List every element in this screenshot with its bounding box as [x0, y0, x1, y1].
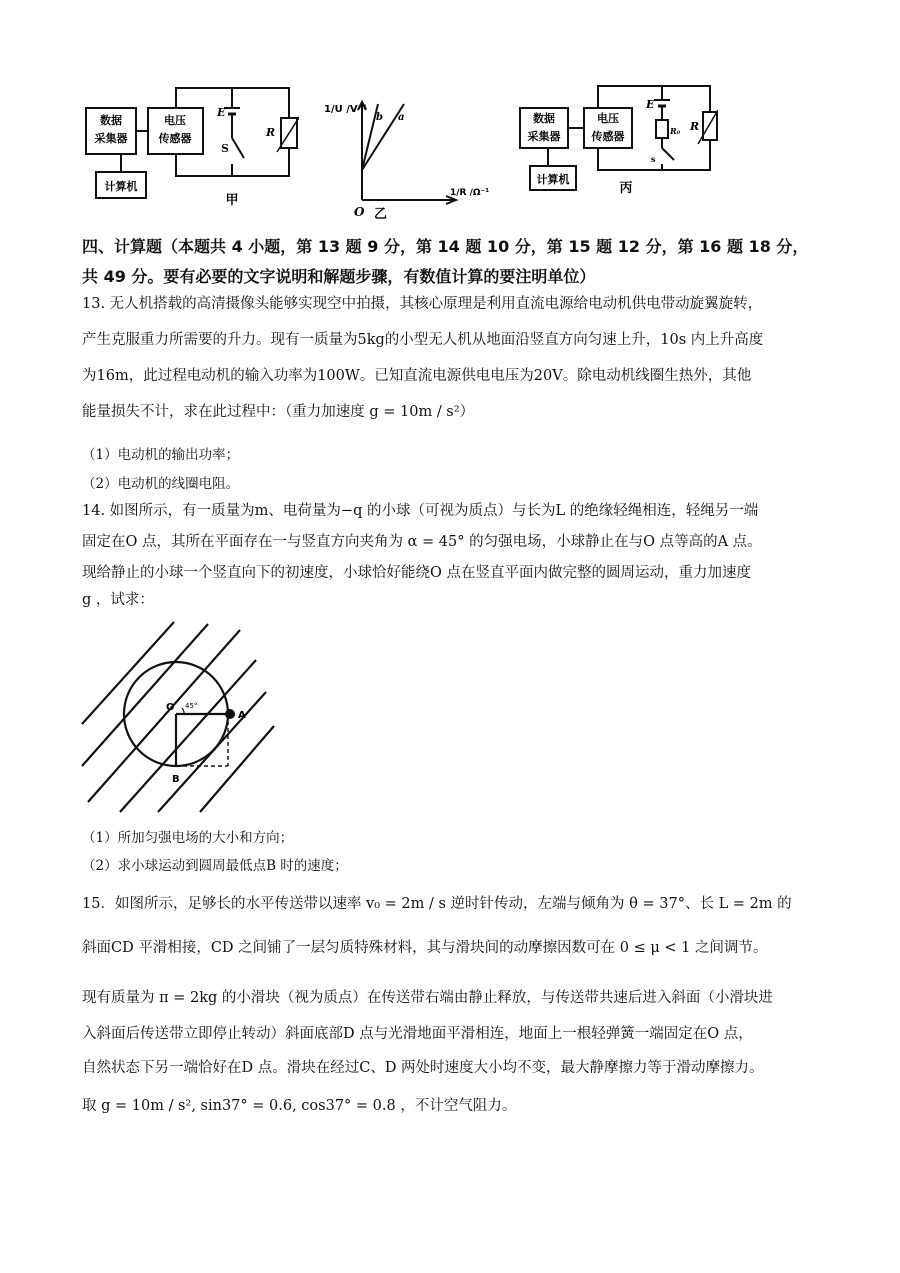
q13-sub2: （2）电动机的线圈电阻。	[82, 476, 240, 492]
bing-r-label: R	[690, 120, 700, 133]
bing-collector-line2: 采集器	[527, 130, 561, 143]
jia-e-label: E	[217, 106, 226, 119]
q15-line4: 入斜面后传送带立即停止转动）斜面底部D 点与光滑地面平滑相连，地面上一根轻弹簧一端固定在O 点，	[82, 1026, 753, 1042]
yi-y-axis-label: 1/U /V⁻¹	[324, 104, 368, 115]
q15-line5: 自然状态下另一端恰好在D 点。滑块在经过C、D 两处时速度大小均不变，最大静摩擦力等于滑动摩擦力。	[82, 1060, 764, 1076]
circle-o-label: O	[166, 702, 175, 713]
jia-computer-label: 计算机	[104, 180, 138, 193]
circle-angle-label: 45°	[185, 702, 198, 710]
bing-caption: 丙	[619, 181, 633, 196]
jia-r-label: R	[266, 126, 276, 139]
bing-sensor-line2: 传感器	[591, 130, 625, 143]
bing-sensor-line1: 电压	[597, 112, 619, 125]
q14-sub1: （1）所加匀强电场的大小和方向；	[82, 830, 294, 846]
q15-line1: 15．如图所示，足够长的水平传送带以速率 v₀ = 2m / s 逆时针传动，左端与倾角为 θ = 37°、长 L = 2m 的	[82, 896, 792, 912]
bing-e-label: E	[646, 98, 655, 111]
yi-line-b-label: b	[376, 112, 383, 123]
circle-b-label: B	[172, 774, 180, 785]
section-header-line2: 共 49 分。要有必要的文字说明和解题步骤，有数值计算的要注明单位）	[82, 267, 596, 286]
bing-s-label: s	[651, 154, 656, 164]
q14-line4: g ，试求：	[82, 592, 154, 608]
bing-computer-label: 计算机	[536, 173, 570, 186]
q13-line4: 能量损失不计，求在此过程中：（重力加速度 g = 10m / s²）	[82, 404, 475, 420]
q13-line1: 13. 无人机搭载的高清摄像头能够实现空中拍摄，其核心原理是利用直流电源给电动机供电带动旋翼旋转，	[82, 296, 763, 312]
q14-line2: 固定在O 点，其所在平面存在一与竖直方向夹角为 α = 45° 的匀强电场，小球静止在与O 点等高的A 点。	[82, 534, 762, 550]
section-header-line1: 四、计算题（本题共 4 小题，第 13 题 9 分，第 14 题 10 分，第 15 题 12 分，第 16 题 18 分，	[82, 237, 809, 256]
q15-line6: 取 g = 10m / s², sin37° = 0.6, cos37° = 0.8 ，不计空气阻力。	[82, 1098, 517, 1114]
figure-circle-field	[80, 616, 280, 816]
yi-caption: 乙	[374, 207, 388, 222]
circle-a-label: A	[238, 710, 246, 721]
q14-sub2: （2）求小球运动到圆周最低点B 时的速度；	[82, 858, 348, 874]
q13-line2: 产生克服重力所需要的升力。现有一质量为5kg的小型无人机从地面沿竖直方向匀速上升，10s 内上升高度	[82, 332, 764, 348]
yi-origin-label: O	[354, 205, 365, 219]
q15-line3: 现有质量为 π = 2kg 的小滑块（视为质点）在传送带右端由静止释放，与传送带共速后进入斜面（小滑块进	[82, 990, 773, 1006]
bing-r0-label: R₀	[670, 126, 681, 136]
bing-collector-line1: 数据	[533, 112, 555, 125]
figure-yi	[318, 92, 500, 222]
figure-bing	[518, 80, 718, 200]
jia-s-label: S	[221, 142, 229, 155]
q14-line1: 14. 如图所示，有一质量为m、电荷量为−q 的小球（可视为质点）与长为L 的绝缘轻绳相连，轻绳另一端	[82, 503, 759, 519]
yi-line-a-label: a	[398, 112, 405, 123]
jia-collector-line1: 数据	[100, 114, 122, 127]
q13-sub1: （1）电动机的输出功率；	[82, 447, 240, 463]
section-header	[82, 232, 842, 292]
yi-x-axis-label: 1/R /Ω⁻¹	[450, 188, 490, 198]
jia-sensor-line1: 电压	[164, 114, 186, 127]
q15-line2: 斜面CD 平滑相接，CD 之间铺了一层匀质特殊材料，其与滑块间的动摩擦因数可在 0 ≤ μ < 1 之间调节。	[82, 940, 768, 956]
jia-sensor-line2: 传感器	[158, 132, 192, 145]
figure-jia	[84, 80, 299, 210]
jia-caption: 甲	[225, 193, 239, 208]
q14-line3: 现给静止的小球一个竖直向下的初速度，小球恰好能绕O 点在竖直平面内做完整的圆周运动，重力加速度	[82, 565, 751, 581]
q13-line3: 为16m，此过程电动机的输入功率为100W。已知直流电源供电电压为20V。除电动机线圈生热外，其他	[82, 368, 752, 384]
jia-collector-line2: 采集器	[94, 132, 128, 145]
